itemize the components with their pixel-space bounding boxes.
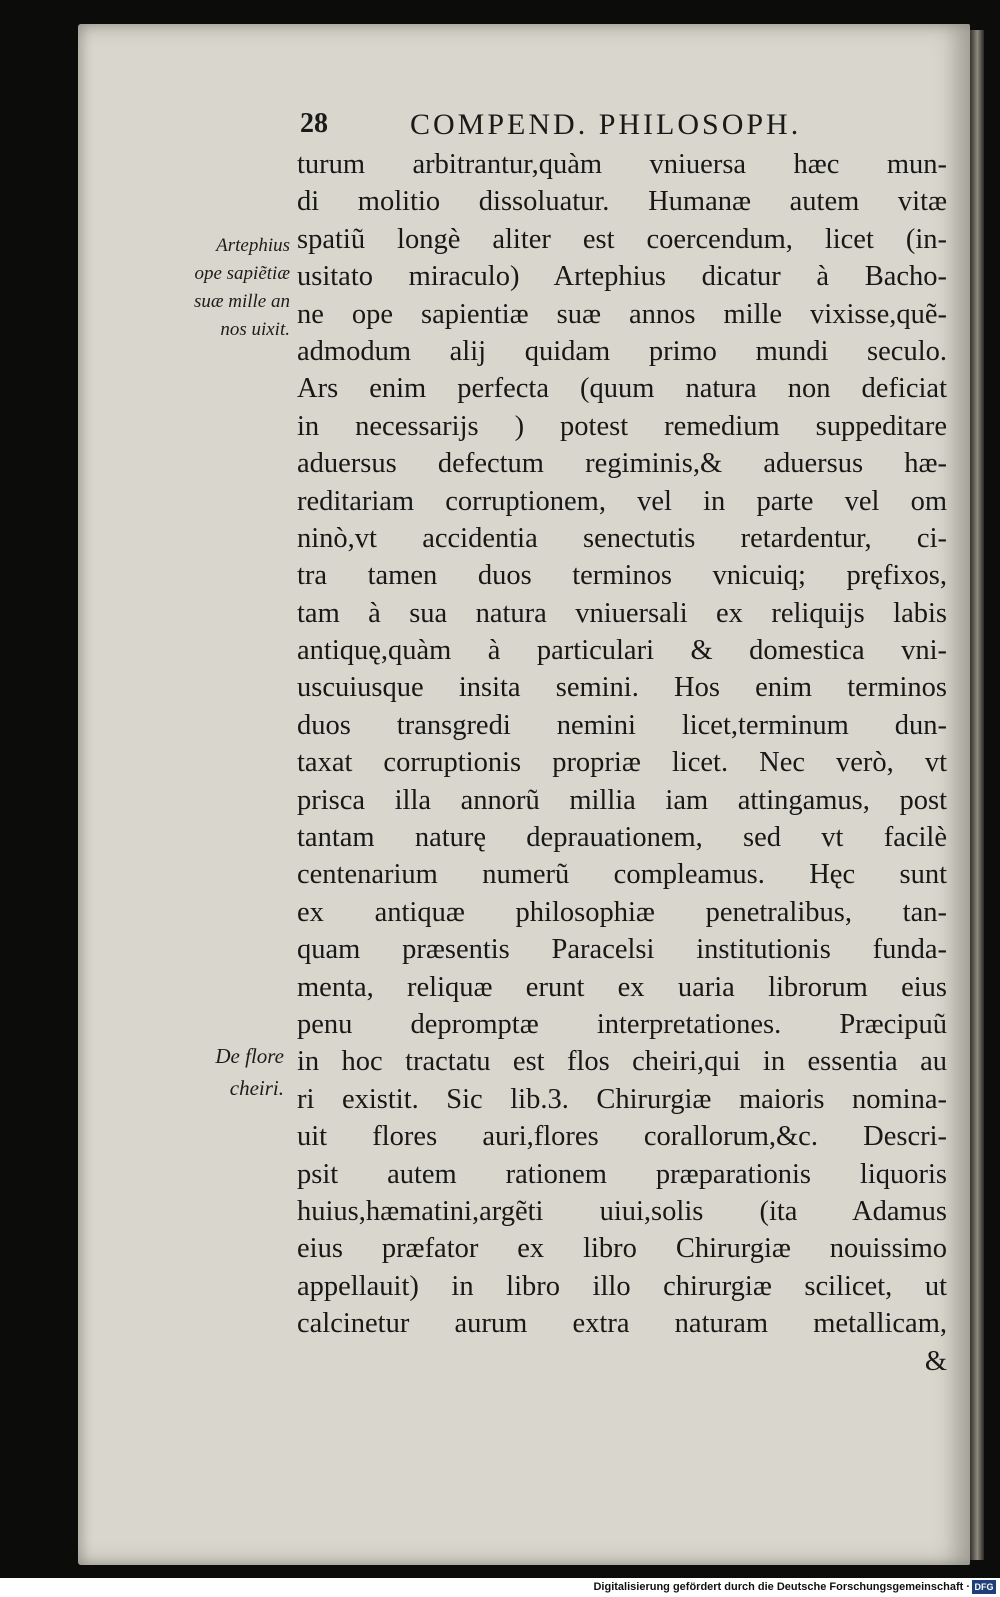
margin-note-artephius (130, 232, 290, 344)
text-line: eius præfator ex libro Chirurgiæ nouissimo (297, 1233, 947, 1265)
page-number: 28 (300, 108, 328, 139)
text-line: tantam naturę deprauationem, sed vt facilè (297, 822, 947, 854)
running-title: COMPEND. PHILOSOPH. (410, 108, 802, 141)
text-line: prisca illa annorũ millia iam attingamus, post (297, 784, 947, 816)
text-line: ex antiquæ philosophiæ penetralibus, tan- (297, 896, 947, 928)
footer-bar (0, 1578, 1000, 1597)
text-line: calcinetur aurum extra naturam metallicam, (297, 1308, 947, 1340)
text-line: tam à sua natura vniuersali ex reliquijs labis (297, 597, 947, 629)
text-line: psit autem rationem præparationis liquoris (297, 1158, 947, 1190)
text-line: quam præsentis Paracelsi institutionis funda- (297, 934, 947, 966)
text-line: & (924, 1345, 947, 1377)
text-line: spatiũ longè aliter est coercendum, licet (in- (297, 223, 947, 255)
text-line: duos transgredi nemini licet,terminum dun- (297, 709, 947, 741)
margin-note-line: ope sapiẽtiæ (194, 263, 290, 284)
text-line: tra tamen duos terminos vnicuiq; pręfixos, (297, 560, 947, 592)
text-line: appellauit) in libro illo chirurgiæ scilicet, ut (297, 1270, 947, 1302)
text-line: in necessarijs ) potest remedium suppeditare (297, 410, 947, 442)
margin-note-flos-cheiri (150, 1040, 284, 1104)
body-text (297, 146, 947, 1380)
text-line: in hoc tractatu est flos cheiri,qui in essentia au (297, 1046, 947, 1078)
margin-note-line: nos uixit. (220, 319, 290, 340)
margin-note-line: cheiri. (229, 1076, 284, 1100)
text-line: aduersus defectum regiminis,& aduersus hæ- (297, 448, 947, 480)
text-line: menta, reliquæ erunt ex uaria librorum eius (297, 971, 947, 1003)
text-line: penu depromptæ interpretationes. Præcipuũ (297, 1008, 947, 1040)
text-line: ne ope sapientiæ suæ annos mille vixisse,quẽ- (297, 298, 947, 330)
text-line: turum arbitrantur,quàm vniuersa hæc mun- (297, 149, 947, 180)
text-line: ri existit. Sic lib.3. Chirurgiæ maioris nomina- (297, 1083, 947, 1115)
text-line: centenarium numerũ compleamus. Hęc sunt (297, 859, 947, 891)
text-line: reditariam corruptionem, vel in parte vel om (297, 485, 947, 517)
margin-note-line: Artephius (216, 235, 290, 256)
margin-note-line: suæ mille an (193, 291, 290, 312)
text-line: admodum alij quidam primo mundi seculo. (297, 335, 947, 367)
text-line: uscuiusque insita semini. Hos enim terminos (297, 672, 947, 704)
text-line: di molitio dissoluatur. Humanæ autem vitæ (297, 186, 947, 218)
page-header (300, 108, 880, 144)
text-line: taxat corruptionis propriæ licet. Nec verò, vt (297, 747, 947, 779)
text-line: ninò,vt accidentia senectutis retardentur, ci- (297, 522, 947, 554)
text-line: Ars enim perfecta (quum natura non deficiat (297, 373, 947, 405)
text-line: uit flores auri,flores corallorum,&c. Descri- (297, 1121, 947, 1153)
margin-note-line: De flore (215, 1044, 284, 1068)
dfg-logo: DFG (972, 1580, 996, 1594)
text-line: huius,hæmatini,argẽti uiui,solis (ita Adamus (297, 1195, 947, 1227)
text-line: antiquę,quàm à particulari & domestica vni- (297, 635, 947, 667)
text-line: usitato miraculo) Artephius dicatur à Bacho- (297, 261, 947, 293)
footer-credit: Digitalisierung gefördert durch die Deutsche Forschungsgemeinschaft · (593, 1581, 970, 1593)
